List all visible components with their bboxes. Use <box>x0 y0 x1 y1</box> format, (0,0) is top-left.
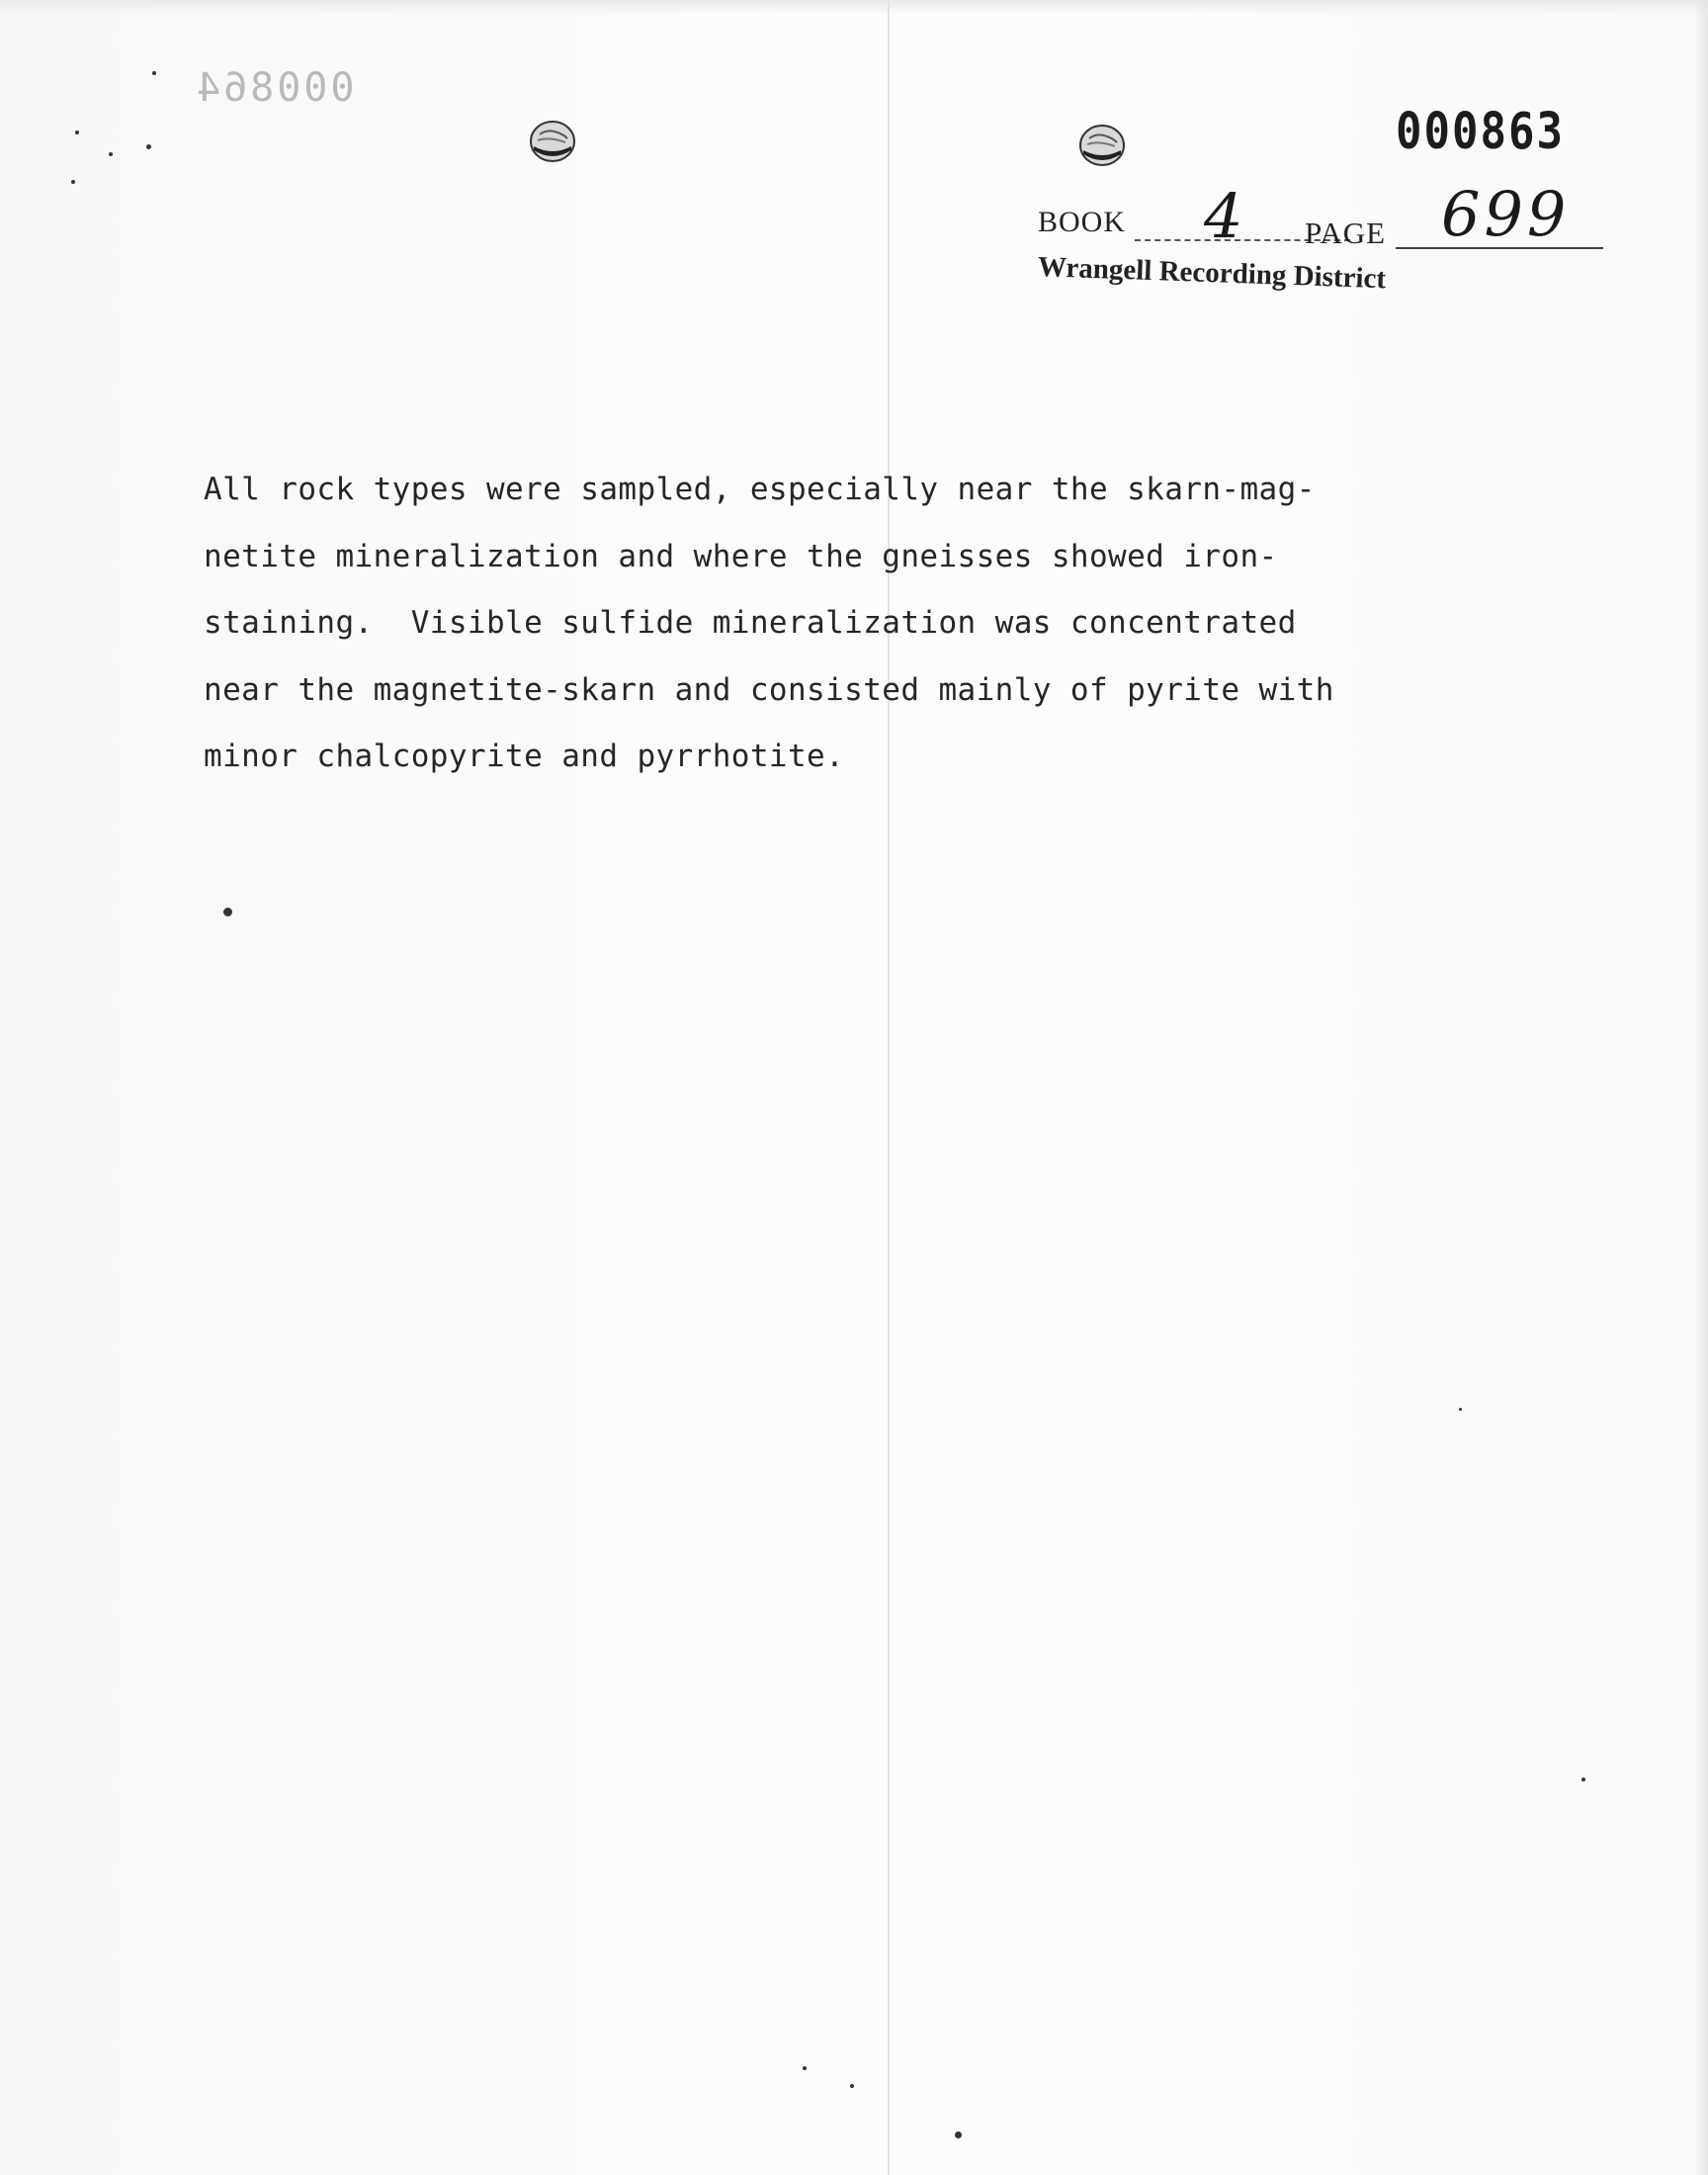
book-value: 4 <box>1204 180 1243 252</box>
scan-edge-top <box>0 0 1708 14</box>
body-paragraph <box>204 457 1489 791</box>
scan-speck <box>1581 1778 1585 1782</box>
scan-speck <box>71 180 75 184</box>
page-label: PAGE <box>1305 216 1387 250</box>
scan-speck <box>1459 1408 1462 1411</box>
page-value: 699 <box>1441 178 1571 250</box>
recording-district: Wrangell Recording District <box>1037 251 1387 296</box>
punch-hole-icon <box>1077 121 1127 170</box>
scan-speck <box>850 2084 854 2088</box>
fold-line <box>888 0 890 2175</box>
scan-edge-right <box>1694 0 1708 2175</box>
body-line: minor chalcopyrite and pyrrhotite. <box>204 739 845 774</box>
body-line: netite mineralization and where the gneisses showed iron- <box>204 538 1278 574</box>
body-line: staining. Visible sulfide mineralization was concentrated <box>204 605 1297 641</box>
scan-speck <box>803 2066 807 2070</box>
book-label: BOOK <box>1038 206 1127 238</box>
body-line: All rock types were sampled, especially near the skarn-mag- <box>204 472 1316 507</box>
scan-speck <box>109 152 113 156</box>
scan-speck <box>955 2132 962 2138</box>
document-number: 000863 <box>1396 103 1565 161</box>
recording-stamp <box>1037 178 1572 296</box>
scan-speck <box>146 144 151 149</box>
punch-hole-icon <box>528 117 577 166</box>
body-line: near the magnetite-skarn and consisted mainly of pyrite with <box>204 671 1334 708</box>
mirrored-stamp-number: 000864 <box>194 65 355 111</box>
scan-speck <box>152 71 156 75</box>
scan-speck <box>223 908 232 916</box>
scan-speck <box>75 130 79 134</box>
